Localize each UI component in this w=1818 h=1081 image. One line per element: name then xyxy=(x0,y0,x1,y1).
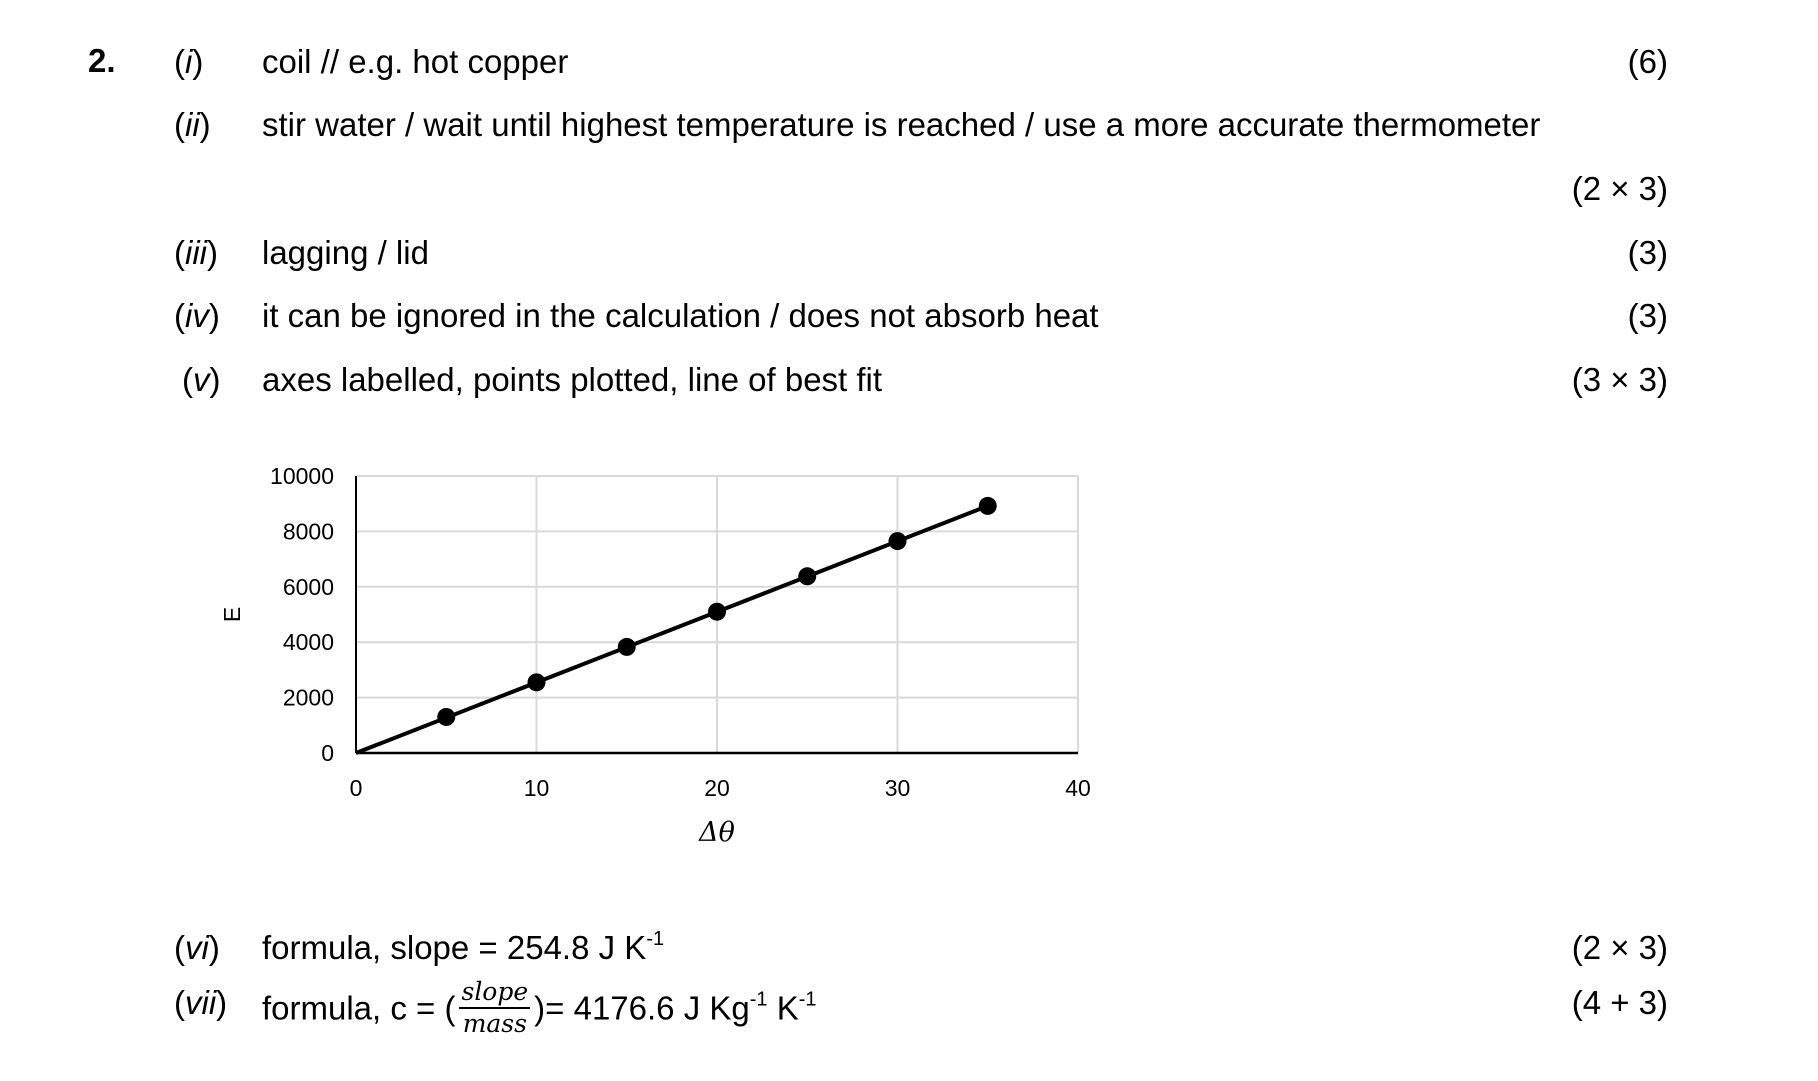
y-tick-label: 0 xyxy=(321,740,334,766)
x-tick-label: 20 xyxy=(704,775,730,801)
item-vii-text-before: formula, c = ( xyxy=(262,989,456,1027)
item-ii-marks: (2 × 3) xyxy=(1571,170,1668,207)
item-i xyxy=(0,39,1818,85)
data-point xyxy=(437,708,455,726)
fraction-denominator: mass xyxy=(462,1009,527,1038)
item-ii-text: stir water / wait until highest temperature is reached / use a more accurate thermometer xyxy=(262,106,1541,143)
part-label-vii: (vii) xyxy=(174,984,228,1021)
x-tick-label: 40 xyxy=(1065,775,1091,801)
item-vi xyxy=(0,925,1818,971)
data-point xyxy=(889,532,907,550)
fraction-numerator: slope xyxy=(459,977,530,1009)
y-tick-label: 6000 xyxy=(282,573,334,600)
question-number: 2. xyxy=(88,42,116,79)
data-point xyxy=(528,673,546,691)
energy-vs-temperature-chart xyxy=(200,440,1120,870)
item-iv-marks: (3) xyxy=(1627,297,1668,334)
data-point xyxy=(798,567,816,585)
y-tick-label: 2000 xyxy=(282,684,334,711)
item-ii xyxy=(0,102,1818,148)
item-v-marks: (3 × 3) xyxy=(1571,361,1668,398)
part-label-i: (i) xyxy=(174,43,204,80)
slope-over-mass-fraction xyxy=(459,977,530,1039)
item-iii xyxy=(0,230,1818,276)
item-iv xyxy=(0,293,1818,339)
x-tick-label: 30 xyxy=(884,775,911,801)
item-vii-superscript-2: -1 xyxy=(798,988,817,1011)
y-tick-label: 4000 xyxy=(282,629,334,656)
data-point xyxy=(618,638,636,656)
item-vii-marks: (4 + 3) xyxy=(1571,984,1668,1021)
item-vi-main-text: formula, slope = 254.8 J K xyxy=(262,929,647,966)
part-label-vi: (vi) xyxy=(174,929,220,966)
item-iii-text: lagging / lid xyxy=(262,234,429,271)
data-point xyxy=(979,497,997,515)
part-label-ii: (ii) xyxy=(174,106,211,143)
item-vii-text-mid: K xyxy=(767,989,799,1027)
x-tick-label: 0 xyxy=(349,775,363,801)
item-vi-marks: (2 × 3) xyxy=(1571,929,1668,966)
y-axis-label: E xyxy=(219,606,245,623)
item-vii-text-after: )= 4176.6 J Kg xyxy=(534,989,750,1027)
part-label-v: (v) xyxy=(182,361,221,398)
item-v-text: axes labelled, points plotted, line of best fit xyxy=(262,361,883,398)
item-ii-marks-row xyxy=(0,166,1818,212)
chart-svg xyxy=(200,440,1120,870)
item-vii-text xyxy=(262,977,817,1042)
item-vii-superscript-1: -1 xyxy=(749,988,768,1011)
item-vi-text xyxy=(262,925,664,971)
item-i-marks: (6) xyxy=(1627,43,1668,80)
data-point xyxy=(708,603,726,621)
item-i-text: coil // e.g. hot copper xyxy=(262,43,569,80)
item-iii-marks: (3) xyxy=(1627,234,1668,271)
item-vi-superscript: -1 xyxy=(646,928,665,950)
part-label-iii: (iii) xyxy=(174,234,218,271)
item-v xyxy=(0,357,1818,403)
x-tick-label: 10 xyxy=(523,775,550,801)
x-axis-label: Δθ xyxy=(699,817,735,848)
part-label-iv: (iv) xyxy=(174,297,220,334)
item-vii xyxy=(0,977,1818,1038)
y-tick-label: 8000 xyxy=(282,518,334,545)
item-iv-text: it can be ignored in the calculation / does not absorb heat xyxy=(262,297,1099,334)
y-tick-label: 10000 xyxy=(270,463,334,489)
